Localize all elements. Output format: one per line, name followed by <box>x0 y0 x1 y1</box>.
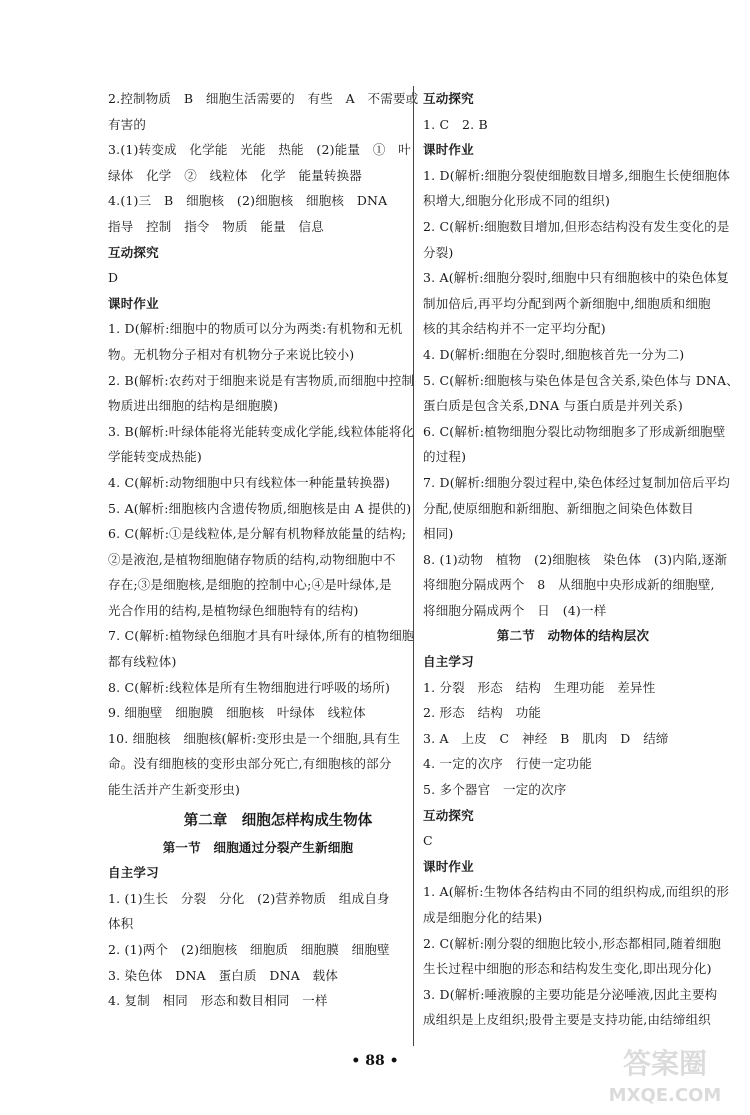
answer-line: 制加倍后,再平均分配到两个新细胞中,细胞质和细胞 <box>423 295 711 311</box>
answer-line: 命。没有细胞核的变形虫部分死亡,有细胞核的部分 <box>108 756 392 772</box>
answer-line: 物质进出细胞的结构是细胞膜) <box>108 398 279 414</box>
answer-line: 2. B(解析:农药对于细胞来说是有害物质,而细胞中控制 <box>108 372 415 388</box>
answer-line: 1. 分裂 形态 结构 生理功能 差异性 <box>423 679 656 695</box>
answer-line: 8. C(解析:线粒体是所有生物细胞进行呼吸的场所) <box>108 679 391 695</box>
answer-line: 学能转变成热能) <box>108 449 202 465</box>
answer-line: 7. C(解析:植物绿色细胞才具有叶绿体,所有的植物细胞 <box>108 628 415 644</box>
answer-line: 10. 细胞核 细胞核(解析:变形虫是一个细胞,具有生 <box>108 730 401 746</box>
answer-line: 都有线粒体) <box>108 654 177 670</box>
answer-line: 4. 复制 相同 形态和数目相同 一样 <box>108 993 328 1009</box>
answer-line: 3.(1)转变成 化学能 光能 热能 (2)能量 ① 叶 <box>108 142 411 158</box>
answer-line: 绿体 化学 ② 线粒体 化学 能量转换器 <box>108 167 363 183</box>
answer-line: 5. C(解析:细胞核与染色体是包含关系,染色体与 DNA、 <box>423 372 739 388</box>
answer-line: 分配,使原细胞和新细胞、新细胞之间染色体数目 <box>423 500 694 516</box>
svg-text:答案圈: 答案圈 <box>622 1047 708 1080</box>
section-title: 第一节 细胞通过分裂产生新细胞 <box>162 839 354 855</box>
answer-line: 1. (1)生长 分裂 分化 (2)营养物质 组成自身 <box>108 890 390 906</box>
section-title: 第二节 动物体的结构层次 <box>496 628 650 644</box>
page-number: • 88 • <box>351 1053 399 1069</box>
answer-line: 1. D(解析:细胞中的物质可以分为两类:有机物和无机 <box>108 321 403 337</box>
answer-line: 4. C(解析:动物细胞中只有线粒体一种能量转换器) <box>108 474 391 490</box>
section-heading: 互动探究 <box>423 91 474 106</box>
answer-line: C <box>423 833 433 849</box>
answer-line: 3. D(解析:唾液腺的主要功能是分泌唾液,因此主要构 <box>423 986 718 1002</box>
answer-line: 生长过程中细胞的形态和结构发生变化,即出现分化) <box>423 961 712 977</box>
answer-line: 核的其余结构并不一定平均分配) <box>423 321 606 337</box>
answer-line: 分裂) <box>423 244 454 260</box>
left-column <box>108 86 419 1014</box>
answer-line: 的过程) <box>423 449 467 465</box>
answer-line: 1. A(解析:生物体各结构由不同的组织构成,而组织的形 <box>423 884 730 900</box>
answer-line: 1. C 2. B <box>423 116 488 132</box>
answer-line: 7. D(解析:细胞分裂过程中,染色体经过复制加倍后平均 <box>423 474 731 490</box>
answer-line: 9. 细胞壁 细胞膜 细胞核 叶绿体 线粒体 <box>108 705 366 721</box>
svg-text:MXQE.COM: MXQE.COM <box>608 1085 722 1106</box>
answer-line: 体积 <box>108 916 134 932</box>
answer-line: 2. C(解析:刚分裂的细胞比较小,形态都相同,随着细胞 <box>423 935 722 951</box>
answer-line: 5. A(解析:细胞核内含遗传物质,细胞核是由 A 提供的) <box>108 500 412 516</box>
answer-line: 相同) <box>423 526 454 542</box>
answer-line: 4. D(解析:细胞在分裂时,细胞核首先一分为二) <box>423 346 685 362</box>
answer-line: 能生活并产生新变形虫) <box>108 782 241 798</box>
answer-line: 8. (1)动物 植物 (2)细胞核 染色体 (3)内陷,逐渐 <box>423 551 728 567</box>
section-heading: 课时作业 <box>108 295 159 311</box>
answer-line: 3. 染色体 DNA 蛋白质 DNA 载体 <box>108 967 339 983</box>
section-heading: 自主学习 <box>423 654 474 670</box>
answer-line: 成是细胞分化的结果) <box>423 910 543 925</box>
answer-line: 2. (1)两个 (2)细胞核 细胞质 细胞膜 细胞壁 <box>108 942 390 957</box>
answer-line: 3. A 上皮 C 神经 B 肌肉 D 结缔 <box>423 730 669 746</box>
answer-line: 成组织是上皮组织;股骨主要是支持功能,由结缔组织 <box>423 1012 711 1028</box>
answer-line: 4.(1)三 B 细胞核 (2)细胞核 细胞核 DNA <box>108 193 388 209</box>
answer-line: 蛋白质是包含关系,DNA 与蛋白质是并列关系) <box>423 398 683 414</box>
answer-line: 有害的 <box>108 116 147 132</box>
answer-line: 2. 形态 结构 功能 <box>423 705 542 721</box>
answer-line: 3. A(解析:细胞分裂时,细胞中只有细胞核中的染色体复 <box>423 270 730 286</box>
answer-line: 4. 一定的次序 行使一定功能 <box>423 756 592 772</box>
answer-line: 1. D(解析:细胞分裂使细胞数目增多,细胞生长使细胞体 <box>423 167 731 183</box>
column-divider <box>413 86 414 1046</box>
answer-line: 6. C(解析:①是线粒体,是分解有机物释放能量的结构; <box>108 526 407 542</box>
answer-line: 物。无机物分子相对有机物分子来说比较小) <box>108 346 355 362</box>
answer-line: 指导 控制 指令 物质 能量 信息 <box>108 218 324 234</box>
answer-line: ②是液泡,是植物细胞储存物质的结构,动物细胞中不 <box>108 551 396 567</box>
section-heading: 课时作业 <box>423 858 474 874</box>
answer-line: D <box>108 270 119 286</box>
section-heading: 课时作业 <box>423 142 474 158</box>
right-column <box>423 86 739 1033</box>
answer-line: 2.控制物质 B 细胞生活需要的 有些 A 不需要或 <box>108 91 419 106</box>
chapter-title: 第二章 细胞怎样构成生物体 <box>183 812 373 829</box>
answer-line: 5. 多个器官 一定的次序 <box>423 782 567 798</box>
answer-line: 2. C(解析:细胞数目增加,但形态结构没有发生变化的是 <box>423 218 730 234</box>
section-heading: 互动探究 <box>108 244 159 260</box>
watermark-logo <box>590 1039 740 1109</box>
answer-line: 光合作用的结构,是植物绿色细胞特有的结构) <box>108 602 359 618</box>
answer-line: 积增大,细胞分化形成不同的组织) <box>423 193 611 209</box>
section-heading: 互动探究 <box>423 807 474 823</box>
answer-line: 将细胞分隔成两个 日 (4)一样 <box>423 602 607 618</box>
answer-line: 6. C(解析:植物细胞分裂比动物细胞多了形成新细胞壁 <box>423 423 726 439</box>
section-heading: 自主学习 <box>108 865 159 881</box>
answer-line: 存在;③是细胞核,是细胞的控制中心;④是叶绿体,是 <box>108 577 392 593</box>
answer-line: 3. B(解析:叶绿体能将光能转变成化学能,线粒体能将化 <box>108 423 415 439</box>
answer-line: 将细胞分隔成两个 8 从细胞中央形成新的细胞壁, <box>423 577 715 593</box>
